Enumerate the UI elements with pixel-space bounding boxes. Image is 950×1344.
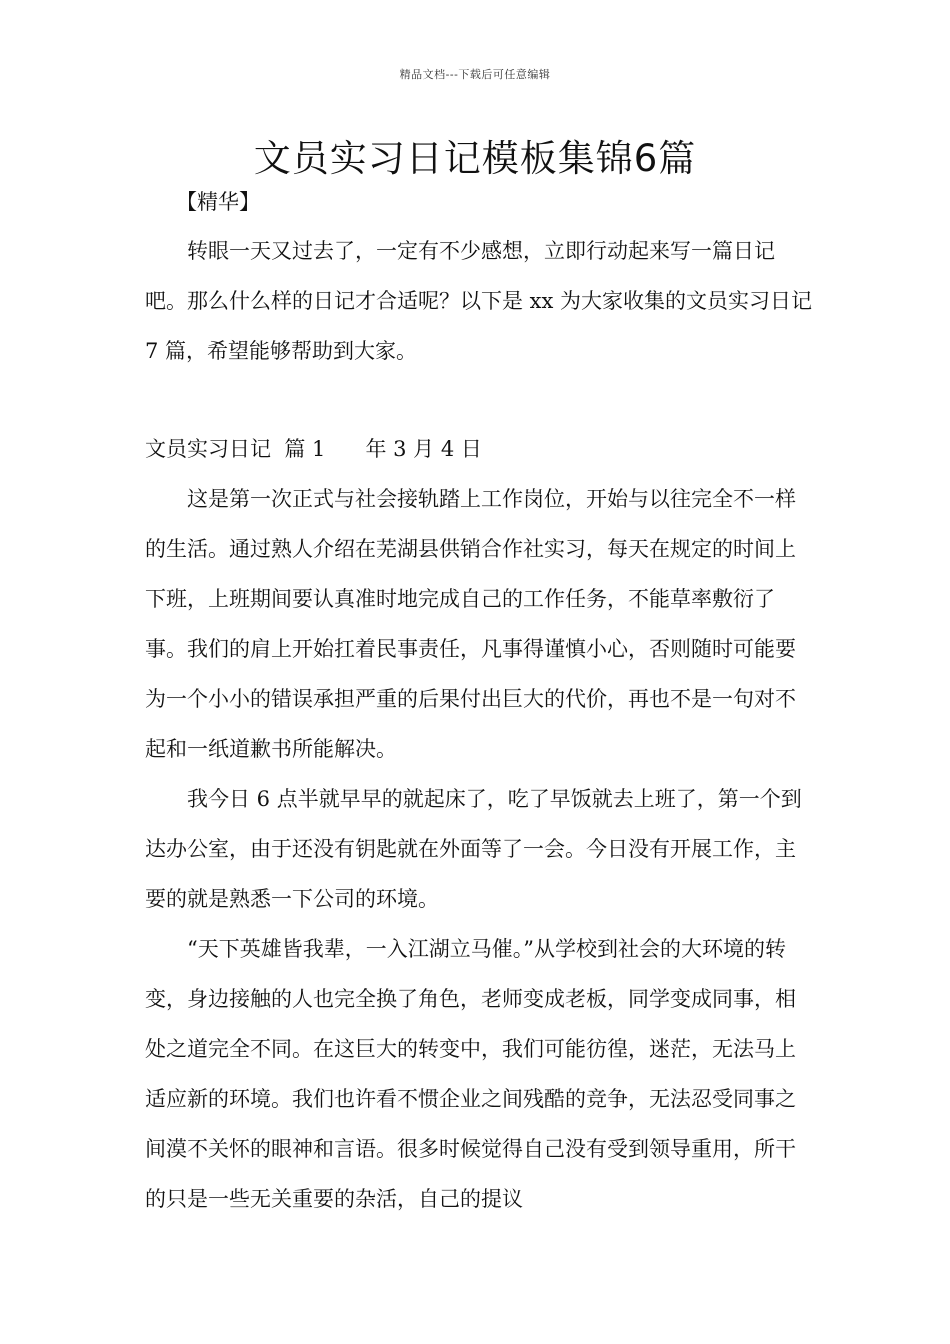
document-title: 文员实习日记模板集锦6篇 (253, 137, 697, 180)
intro-paragraph: 转眼一天又过去了，一定有不少感想，立即行动起来写一篇日记吧。那么什么样的日记才合适呢？以下是 xx 为大家收集的文员实习日记 7 篇，希望能够帮助到大家。 (145, 239, 813, 363)
body-paragraph-2: 我今日 6 点半就早早的就起床了，吃了早饭就去上班了，第一个到达办公室，由于还没有钥匙就在外面等了一会。今日没有开展工作，主要的就是熟悉一下公司的环境。 (145, 787, 802, 911)
body-paragraph-1: 这是第一次正式与社会接轨踏上工作岗位，开始与以往完全不一样的生活。通过熟人介绍在芜湖县供销合作社实习，每天在规定的时间上下班，上班期间要认真准时地完成自己的工作任务，不能草率敷衍了事。我们的肩上开始扛着民事责任，凡事得谨慎小心，否则随时可能要为一个小小的错误承担严重的后果付出巨大的代价，再也不是一句对不起和一纸道歉书所能解决。 (145, 487, 796, 761)
section-heading: 文员实习日记 篇 1 年 3 月 4 日 (145, 437, 482, 461)
intro-block (145, 226, 815, 376)
body-paragraph-3: “天下英雄皆我辈，一入江湖立马催。”从学校到社会的大环境的转变，身边接触的人也完全换了角色，老师变成老板，同学变成同事，相处之道完全不同。在这巨大的转变中，我们可能彷徨，迷茫，无法马上适应新的环境。我们也许看不惯企业之间残酷的竞争，无法忍受同事之间漠不关怀的眼神和言语。很多时候觉得自己没有受到领导重用，所干的只是一些无关重要的杂活，自己的提议 (145, 937, 796, 1211)
document-tag: 【精华】 (176, 190, 260, 214)
section-body (145, 474, 815, 1224)
page-header-note: 精品文档---下载后可任意编辑 (399, 68, 551, 81)
